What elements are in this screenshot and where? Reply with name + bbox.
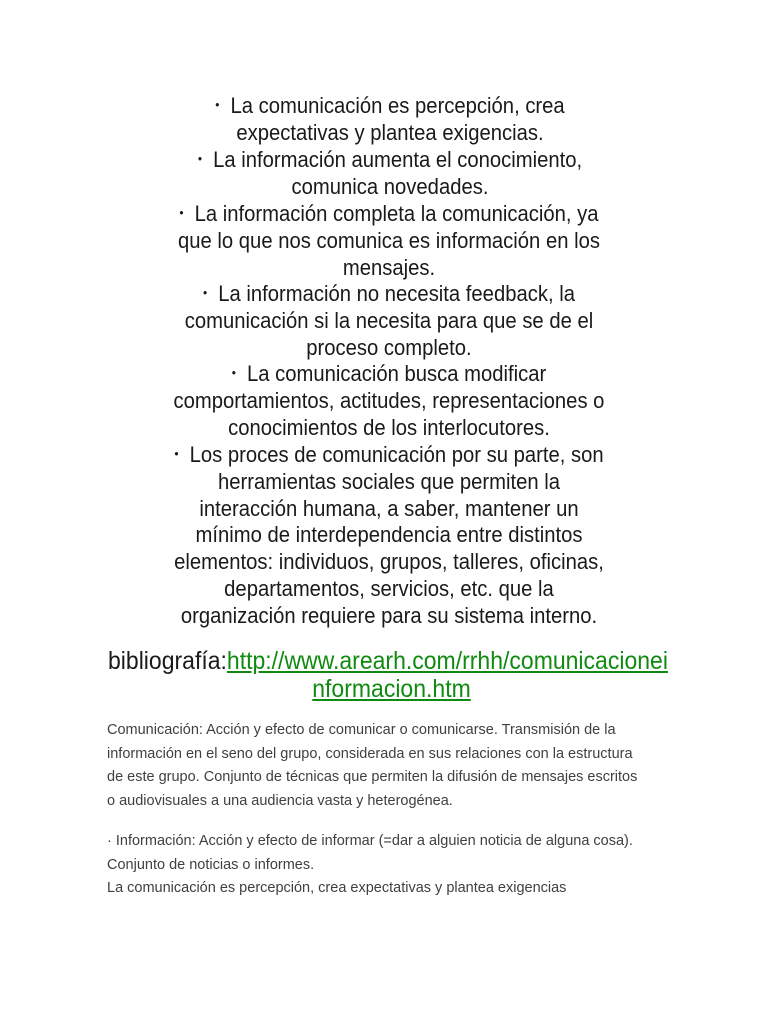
paragraph-line: de este grupo. Conjunto de técnicas que permiten la difusión de mensajes escritos: [107, 769, 638, 786]
bullet-line: interacción humana, a saber, mantener un: [199, 495, 579, 521]
paragraph-line: información en el seno del grupo, considerada en sus relaciones con la estructura: [107, 745, 633, 762]
bullet-line: La información aumenta el conocimiento,: [213, 147, 583, 172]
bullet-dot-icon: •: [179, 205, 184, 220]
bullet-line: La comunicación es percepción, crea: [230, 93, 565, 118]
bullet-dot-icon: •: [197, 151, 203, 166]
bullet-line: que lo que nos comunica es información en los: [178, 227, 600, 253]
bullet-line: expectativas y plantea exigencias.: [236, 119, 544, 145]
bullet-line: conocimientos de los interlocutores.: [228, 414, 550, 440]
bullet-item: [183, 146, 597, 201]
bibliography: [108, 647, 668, 703]
bibliography-link[interactable]: http://www.arearh.com/rrhh/comunicacionei: [226, 647, 668, 675]
bullet-line: comunica novedades.: [291, 173, 489, 199]
bullet-line: La información no necesita feedback, la: [218, 281, 575, 306]
bullet-item: [145, 360, 633, 441]
bullet-item: [206, 92, 574, 147]
bullet-line: comportamientos, actitudes, representaciones o: [173, 387, 605, 413]
paragraph-line: Conjunto de noticias o informes.: [107, 856, 315, 873]
bullet-line: Los proces de comunicación por su parte, son: [189, 442, 604, 467]
bullet-line: organización requiere para su sistema interno.: [180, 602, 598, 628]
bullet-dot-icon: •: [215, 97, 220, 112]
bullet-line: comunicación si la necesita para que se de el: [184, 307, 594, 333]
bullet-line: elementos: individuos, grupos, talleres, oficinas,: [174, 549, 604, 575]
paragraph-line: La comunicación es percepción, crea expectativas y plantea exigencias: [107, 880, 567, 897]
bullet-dot-icon: •: [203, 285, 208, 300]
bullet-item: [154, 280, 623, 361]
bullet-line: mensajes.: [342, 254, 436, 280]
bullet-line: mínimo de interdependencia entre distintos: [195, 522, 583, 548]
bullet-dot-icon: •: [174, 446, 179, 461]
definition-informacion: [107, 830, 667, 901]
bullet-line: La información completa la comunicación, ya: [194, 201, 599, 226]
bibliography-label: bibliografía:: [108, 647, 227, 675]
bullet-line: La comunicación busca modificar: [246, 361, 547, 386]
bullet-dot-icon: •: [231, 365, 236, 380]
paragraph-line: · Información: Acción y efecto de informar (=dar a alguien noticia de alguna cosa).: [107, 833, 633, 849]
bullet-item: [154, 200, 623, 281]
bullet-line: departamentos, servicios, etc. que la: [224, 575, 554, 601]
bullet-line: herramientas sociales que permiten la: [217, 468, 561, 494]
paragraph-line: Comunicación: Acción y efecto de comunicar o comunicarse. Transmisión de la: [107, 722, 616, 738]
definition-comunicacion: [107, 719, 667, 814]
bullet-line: proceso completo.: [306, 334, 472, 360]
paragraph-line: o audiovisuales a una audiencia vasta y heterogénea.: [107, 793, 453, 810]
bibliography-link-continuation[interactable]: nformacion.htm: [312, 675, 471, 703]
bullet-item: [141, 441, 638, 630]
